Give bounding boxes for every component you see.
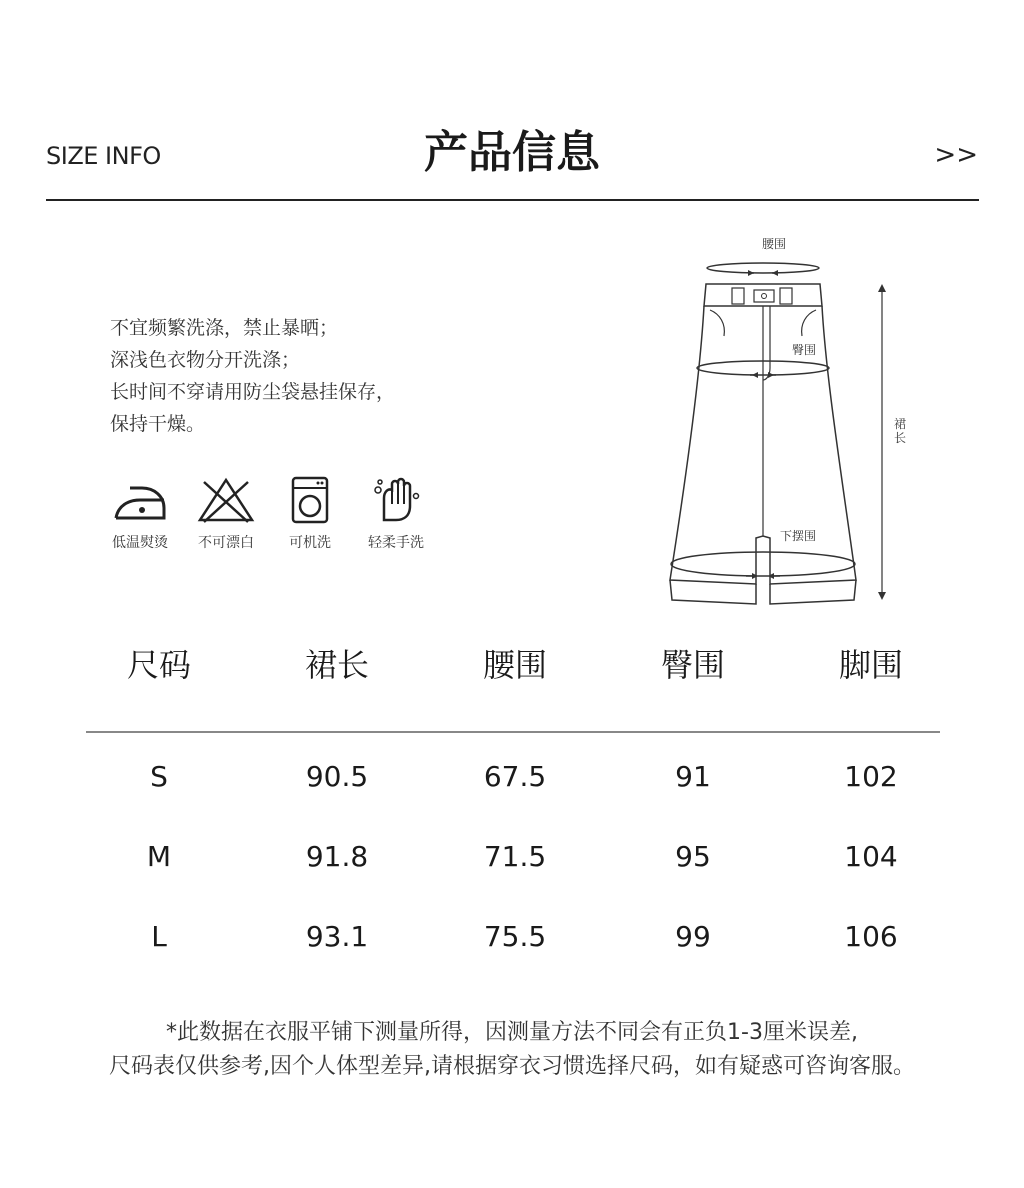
care-line: 保持干燥。 [110,413,206,435]
note-line-2: 尺码表仅供参考,因个人体型差异,请根据穿衣习惯选择尺码，如有疑惑可咨询客服。 [109,1054,915,1079]
care-line: 长时间不穿请用防尘袋悬挂保存， [110,381,396,403]
hip-label: 臀围 [792,343,817,357]
cell-waist: 71.5 [483,840,547,873]
cell-hip: 99 [675,920,711,953]
care-line: 不宜频繁洗涤，禁止暴晒； [110,317,339,339]
cell-length: 93.1 [305,920,369,953]
cell-length: 91.8 [305,840,369,873]
care-item-bleach [186,476,266,552]
more-arrows[interactable]: >> [934,140,978,170]
cell-size: S [150,760,168,793]
cell-hem: 104 [844,840,898,873]
care-label: 低温熨烫 [112,535,168,551]
header-hem: 脚围 [838,646,903,684]
skirt-illustration [650,228,920,618]
header-hip: 臀围 [660,646,725,684]
table-divider [86,731,940,733]
low-iron-icon [110,476,170,524]
cell-waist: 75.5 [483,920,547,953]
table-row [70,840,960,880]
care-icons [100,476,440,566]
care-label: 可机洗 [289,535,331,551]
care-instructions [110,312,395,440]
cell-length: 90.5 [305,760,369,793]
care-item-iron [100,476,180,552]
header-length: 裙长 [304,646,369,684]
size-info-label: SIZE INFO [46,142,161,170]
note-line-1: *此数据在衣服平铺下测量所得，因测量方法不同会有正负1-3厘米误差, [166,1020,858,1045]
care-item-handwash [356,476,436,552]
length-label-1: 裙 [894,417,907,431]
cell-hip: 91 [675,760,711,793]
machine-wash-icon [280,476,340,524]
hem-label: 下摆围 [780,529,817,543]
cell-size: M [146,840,172,873]
cell-hem: 106 [844,920,898,953]
length-label-2: 长 [894,431,907,445]
measurement-note [0,1016,1024,1084]
no-bleach-icon [196,476,256,524]
hand-wash-icon [366,476,426,524]
care-line: 深浅色衣物分开洗涤； [110,349,301,371]
header-divider [46,199,979,201]
cell-size: L [151,920,167,953]
waist-label: 腰围 [762,237,787,251]
cell-waist: 67.5 [483,760,547,793]
skirt-diagram [650,228,920,618]
page-title: 产品信息 [424,127,600,178]
header-waist: 腰围 [482,646,547,684]
table-row [70,760,960,800]
size-table-header [70,640,960,700]
header-size: 尺码 [126,646,191,684]
care-label: 轻柔手洗 [368,535,424,551]
table-row [70,920,960,960]
care-item-machine [270,476,350,552]
cell-hem: 102 [844,760,898,793]
care-label: 不可漂白 [198,535,254,551]
cell-hip: 95 [675,840,711,873]
